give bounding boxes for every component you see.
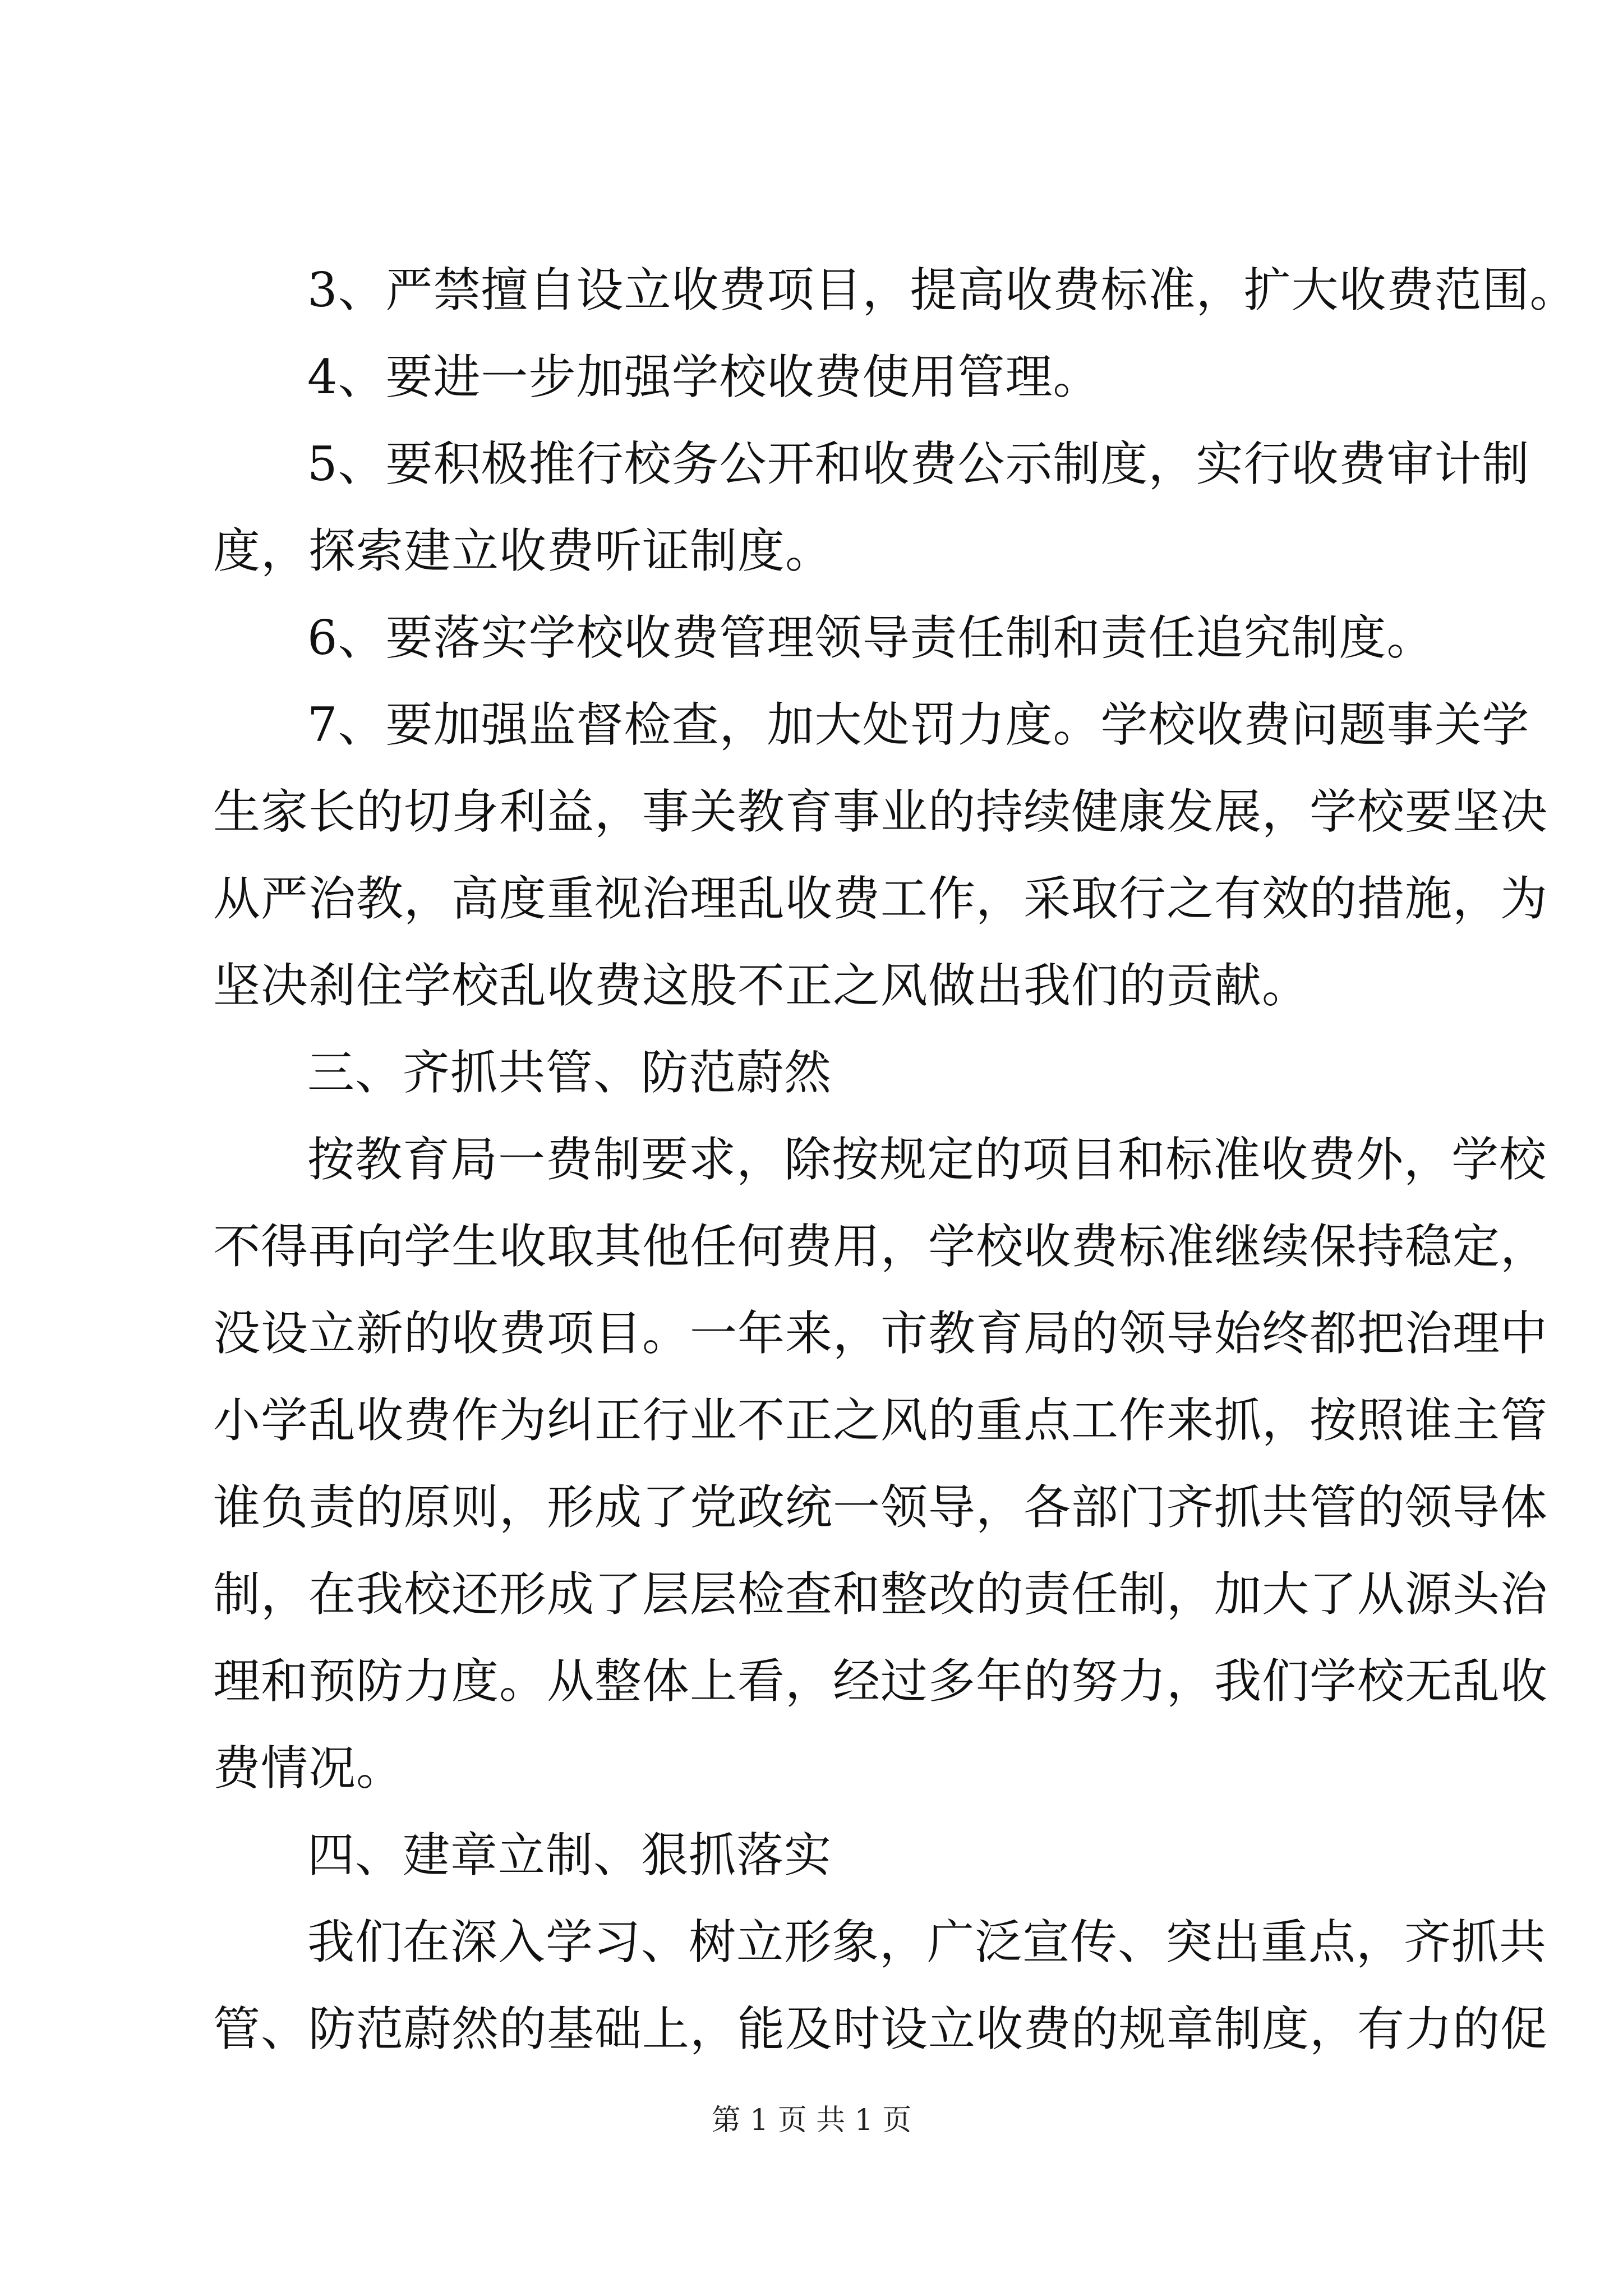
text-line: 我们在深入学习、树立形象，广泛宣传、突出重点，齐抓共 (307, 1915, 1547, 1970)
text-line: 管、防范蔚然的基础上，能及时设立收费的规章制度，有力的促 (213, 2001, 1548, 2056)
text-line: 没设立新的收费项目。一年来，市教育局的领导始终都把治理中 (213, 1306, 1548, 1361)
text-line: 按教育局一费制要求，除按规定的项目和标准收费外，学校 (307, 1132, 1547, 1187)
text-line: 理和预防力度。从整体上看，经过多年的努力，我们学校无乱收 (213, 1654, 1548, 1709)
text-line: 3、严禁擅自设立收费项目，提高收费标准，扩大收费范围。 (307, 263, 1578, 318)
document-body (213, 247, 1578, 2073)
text-line: 小学乱收费作为纠正行业不正之风的重点工作来抓，按照谁主管 (213, 1393, 1548, 1448)
section-heading: 四、建章立制、狠抓落实 (307, 1828, 832, 1883)
text-line: 4、要进一步加强学校收费使用管理。 (307, 349, 1101, 404)
text-line: 费情况。 (213, 1741, 404, 1796)
text-line: 度，探索建立收费听证制度。 (213, 523, 833, 578)
text-line: 5、要积极推行校务公开和收费公示制度，实行收费审计制 (307, 436, 1530, 491)
text-line: 坚决刹住学校乱收费这股不正之风做出我们的贡献。 (213, 958, 1310, 1013)
text-line: 谁负责的原则，形成了党政统一领导，各部门齐抓共管的领导体 (213, 1480, 1548, 1535)
page-number-label: 第 1 页 共 1 页 (711, 2104, 912, 2137)
text-line: 6、要落实学校收费管理领导责任制和责任追究制度。 (307, 610, 1435, 665)
text-line: 7、要加强监督检查，加大处罚力度。学校收费问题事关学 (307, 697, 1530, 752)
page-footer (0, 2098, 1623, 2143)
section-heading: 三、齐抓共管、防范蔚然 (307, 1045, 832, 1100)
text-line: 从严治教，高度重视治理乱收费工作，采取行之有效的措施，为 (213, 871, 1548, 926)
text-line: 制，在我校还形成了层层检查和整改的责任制，加大了从源头治 (213, 1567, 1548, 1622)
text-line: 不得再向学生收取其他任何费用，学校收费标准继续保持稳定， (213, 1219, 1548, 1274)
text-line: 生家长的切身利益，事关教育事业的持续健康发展，学校要坚决 (213, 784, 1548, 839)
